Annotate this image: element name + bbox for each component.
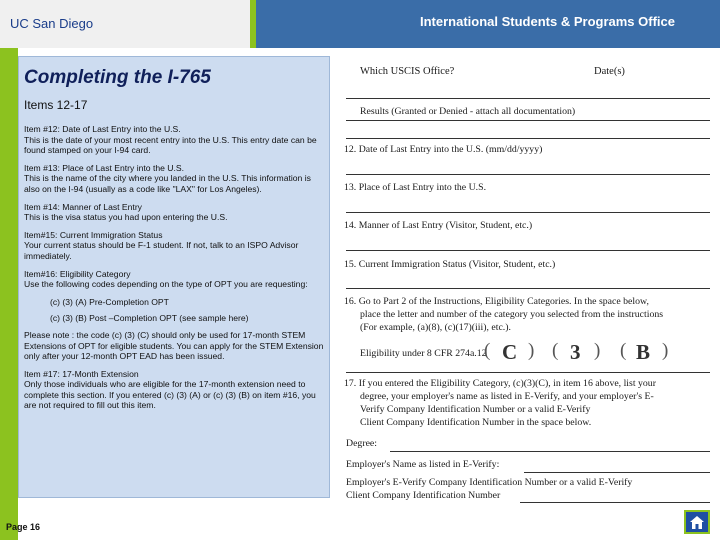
slide-subtitle: Items 12-17: [24, 98, 88, 112]
question-17-line-3: Verify Company Identification Number or a valid E-Verify: [360, 404, 591, 415]
item-17: Item #17: 17-Month Extension Only those individuals who are eligible for the 17-month extension need to complete this section. If you entered (c) (3) (A) or (c) (3) (B) on item #16, you are not required to fill out this item.: [24, 368, 316, 411]
left-accent-strip: [0, 48, 18, 540]
paren-open-2: (: [552, 340, 559, 361]
item-16: Item#16: Eligibility Category Use the following codes depending on the type of OPT you are requesting:: [24, 268, 308, 290]
handwritten-c: C: [502, 340, 518, 364]
handwritten-3: 3: [570, 340, 581, 364]
item-15: Item#15: Current Immigration Status Your current status should be F-1 student. If not, talk to an ISPO Advisor immediately.: [24, 229, 299, 261]
eligibility-label: Eligibility under 8 CFR 274a.12: [360, 348, 487, 359]
form-line: [524, 472, 710, 473]
form-line: [346, 372, 710, 373]
paren-close-3: ): [662, 340, 669, 361]
form-line: [346, 98, 710, 99]
question-16-line-2: place the letter and number of the category you selected from the instructions: [360, 309, 664, 320]
question-17-line-1: 17. If you entered the Eligibility Category, (c)(3)(C), in item 16 above, list your: [344, 378, 656, 389]
dates-label: Date(s): [594, 66, 625, 77]
question-17-line-4: Client Company Identification Number in the space below.: [360, 417, 592, 428]
question-12: 12. Date of Last Entry into the U.S. (mm/dd/yyyy): [344, 144, 543, 155]
paren-open-3: (: [620, 340, 627, 361]
form-line: [346, 212, 710, 213]
instructions-text: [24, 124, 324, 418]
brand-name: UC San Diego: [10, 16, 94, 31]
question-16-line-1: 16. Go to Part 2 of the Instructions, Eligibility Categories. In the space below,: [344, 296, 649, 307]
code-post-completion: (c) (3) (B) Post –Completion OPT (see sample here): [50, 313, 249, 324]
item-13: Item #13: Place of Last Entry into the U.S. This is the name of the city where you landed in the U.S. This information is also on the I-94 (usually as a code like "LAX" for Los Angeles).: [24, 162, 311, 194]
question-14: 14. Manner of Last Entry (Visitor, Student, etc.): [344, 220, 533, 231]
slide-title: Completing the I-765: [24, 67, 211, 88]
home-button[interactable]: [684, 510, 710, 534]
results-label: Results (Granted or Denied - attach all documentation): [360, 106, 576, 117]
item-12: Item #12: Date of Last Entry into the U.S. This is the date of your most recent entry into the U.S. This entry date can be found stamped on your I-94 card.: [24, 124, 317, 156]
code-pre-completion: (c) (3) (A) Pre-Completion OPT: [50, 296, 169, 307]
uscis-office-label: Which USCIS Office?: [360, 66, 455, 77]
form-i765-excerpt: [338, 56, 720, 516]
home-icon: [689, 515, 705, 530]
everify-line-2: Client Company Identification Number: [346, 490, 501, 501]
question-16-line-3: (For example, (a)(8), (c)(17)(iii), etc.).: [360, 322, 511, 333]
paren-open-1: (: [484, 340, 491, 361]
everify-line-1: Employer's E-Verify Company Identification Number or a valid E-Verify: [346, 477, 633, 488]
employer-label: Employer's Name as listed in E-Verify:: [346, 459, 500, 470]
item-14: Item #14: Manner of Last Entry This is the visa status you had upon entering the U.S.: [24, 201, 228, 223]
form-line: [346, 174, 710, 175]
question-15: 15. Current Immigration Status (Visitor, Student, etc.): [344, 259, 556, 270]
paren-close-1: ): [528, 340, 535, 361]
stem-note: Please note : the code (c) (3) (C) should only be used for 17-month STEM Extensions of OPT for eligible students. You can apply for the STEM Extension only after your 12-month OPT EAD has been issued.: [24, 329, 324, 362]
form-line: [346, 250, 710, 251]
form-line: [346, 120, 710, 121]
paren-close-2: ): [594, 340, 601, 361]
form-line: [346, 138, 710, 139]
question-13: 13. Place of Last Entry into the U.S.: [344, 182, 487, 193]
page-number: Page 16: [6, 522, 41, 532]
form-line: [346, 288, 710, 289]
header-divider: [250, 0, 256, 48]
question-17-line-2: degree, your employer's name as listed in E-Verify, and your employer's E-: [360, 391, 654, 402]
handwritten-b: B: [636, 340, 651, 364]
office-title: International Students & Programs Office: [420, 14, 675, 29]
form-line: [520, 502, 710, 503]
degree-label: Degree:: [346, 438, 378, 449]
form-line: [390, 451, 710, 452]
